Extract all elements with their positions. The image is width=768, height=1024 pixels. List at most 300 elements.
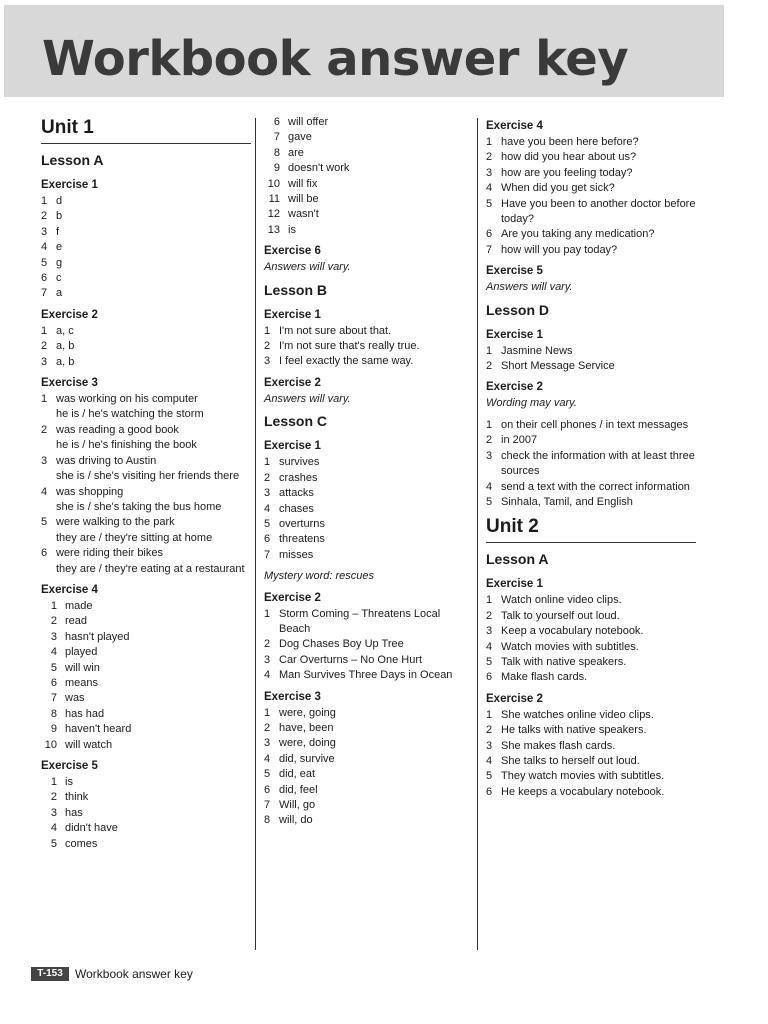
answer-list <box>486 344 696 375</box>
answer-line: did, survive <box>279 752 335 765</box>
answer-number: 5 <box>486 197 493 210</box>
exercise-heading: Exercise 5 <box>41 760 98 772</box>
answer-item <box>486 181 696 196</box>
exercise-heading: Exercise 5 <box>486 265 543 278</box>
answer-text <box>501 723 696 738</box>
answer-item <box>486 708 696 723</box>
page-title: Workbook answer key <box>42 31 629 87</box>
answer-text <box>279 721 470 736</box>
answer-item <box>41 821 251 836</box>
answer-number: 11 <box>268 193 280 206</box>
answer-text <box>501 495 696 510</box>
answer-line: a, b <box>56 355 75 368</box>
unit-heading: Unit 1 <box>41 117 251 144</box>
answer-line: Watch movies with subtitles. <box>501 640 639 653</box>
answer-item <box>41 225 251 240</box>
answer-item <box>486 593 696 608</box>
answer-text <box>279 339 470 354</box>
answer-text <box>279 752 470 767</box>
answer-item <box>264 798 470 813</box>
exercise-heading: Exercise 1 <box>41 179 98 191</box>
answer-item <box>41 676 251 691</box>
answer-number: 5 <box>41 516 48 529</box>
answer-line: she is / she's taking the bus home <box>56 500 222 513</box>
answer-number: 4 <box>50 646 57 659</box>
answer-text <box>501 449 696 480</box>
answer-text <box>279 668 470 683</box>
answer-item <box>486 655 696 670</box>
answer-item <box>41 790 251 805</box>
answer-number: 2 <box>41 423 48 436</box>
answer-line: wasn't <box>288 208 319 221</box>
exercise-block <box>486 264 696 295</box>
answer-item <box>41 661 251 676</box>
answer-number: 2 <box>50 615 57 628</box>
answer-item <box>41 271 251 286</box>
answer-line: g <box>56 256 63 269</box>
exercise-heading: Exercise 2 <box>486 692 543 705</box>
answer-text <box>279 517 470 532</box>
answer-item <box>41 691 251 706</box>
answer-text <box>279 471 470 486</box>
answer-item <box>41 630 251 645</box>
answer-list <box>264 324 470 370</box>
answer-text <box>65 676 251 691</box>
answer-number: 1 <box>264 456 271 469</box>
exercise-heading: Exercise 2 <box>264 376 321 389</box>
answer-text <box>279 783 470 798</box>
answer-line: made <box>65 599 93 612</box>
answer-text <box>501 418 696 433</box>
answer-line: in 2007 <box>501 434 538 447</box>
answer-item <box>264 502 470 517</box>
answer-line: Storm Coming – Threatens Local Beach <box>279 607 441 635</box>
answer-item <box>41 454 251 485</box>
answer-item <box>264 767 470 782</box>
answer-number: 7 <box>486 243 493 256</box>
answer-item <box>41 256 251 271</box>
answer-item <box>486 433 696 448</box>
exercise-note: Wording may vary. <box>486 397 577 410</box>
answer-number: 10 <box>267 177 280 190</box>
exercise-heading: Exercise 4 <box>486 120 543 132</box>
answer-text <box>65 599 251 614</box>
answer-number: 1 <box>486 594 493 607</box>
answer-column-3 <box>486 115 696 806</box>
lesson-heading: Lesson B <box>264 281 328 298</box>
answer-text <box>501 739 696 754</box>
answer-line: he is / he's finishing the book <box>56 439 197 452</box>
answer-text <box>56 194 251 209</box>
answer-text <box>279 354 470 369</box>
answer-line: He keeps a vocabulary notebook. <box>501 785 665 798</box>
answer-item <box>41 423 251 454</box>
answer-number: 1 <box>486 708 493 721</box>
answer-text <box>501 655 696 670</box>
answer-item <box>41 546 251 577</box>
answer-item <box>486 670 696 685</box>
answer-text <box>501 433 696 448</box>
answer-item <box>41 194 251 209</box>
answer-item <box>486 150 696 165</box>
answer-line: She watches online video clips. <box>501 708 654 721</box>
answer-column-1 <box>41 115 251 858</box>
answer-list <box>41 392 251 577</box>
answer-text <box>65 821 251 836</box>
answer-list <box>264 706 470 829</box>
answer-line: are <box>288 146 304 159</box>
answer-item <box>264 548 470 563</box>
answer-line: a <box>56 287 63 300</box>
answer-text <box>279 502 470 517</box>
answer-list <box>486 708 696 800</box>
answer-text <box>288 223 470 238</box>
answer-text <box>288 177 470 192</box>
answer-number: 9 <box>50 723 57 736</box>
answer-number: 1 <box>50 776 57 788</box>
answer-item <box>41 806 251 821</box>
answer-line: was reading a good book <box>56 423 179 436</box>
answer-number: 5 <box>264 768 271 781</box>
answer-item <box>264 207 470 222</box>
answer-item <box>486 640 696 655</box>
exercise-heading: Exercise 3 <box>264 690 321 703</box>
answer-list <box>264 115 470 238</box>
answer-line: Man Survives Three Days in Ocean <box>279 669 453 682</box>
answer-number: 4 <box>41 485 48 498</box>
answer-line: overturns <box>279 517 325 530</box>
answer-text <box>279 767 470 782</box>
answer-item <box>264 653 470 668</box>
answer-line: Jasmine News <box>501 344 573 357</box>
answer-line: Sinhala, Tamil, and English <box>501 495 633 508</box>
exercise-heading: Exercise 2 <box>41 308 98 321</box>
exercise-heading: Exercise 1 <box>486 328 543 341</box>
title-banner <box>4 5 724 97</box>
answer-text <box>65 738 251 753</box>
answer-number: 6 <box>264 533 271 546</box>
answer-line: f <box>56 225 60 238</box>
answer-line: has <box>65 806 83 819</box>
answer-line: Talk with native speakers. <box>501 655 627 668</box>
answer-line: Talk to yourself out loud. <box>501 609 620 622</box>
page-number-badge: T-153 <box>31 967 69 981</box>
answer-line: hasn't played <box>65 630 130 643</box>
answer-number: 3 <box>41 454 48 467</box>
answer-line: Car Overturns – No One Hurt <box>279 653 423 666</box>
answer-line: will win <box>65 661 100 674</box>
answer-text <box>288 130 470 145</box>
column-divider <box>477 118 478 950</box>
answer-number: 1 <box>486 344 493 357</box>
answer-line: how did you hear about us? <box>501 151 637 164</box>
answer-number: 5 <box>486 770 493 783</box>
answer-number: 8 <box>264 814 271 827</box>
answer-text <box>56 225 251 240</box>
answer-item <box>41 645 251 660</box>
answer-item <box>41 286 251 301</box>
answer-line: I'm not sure that's really true. <box>279 340 420 353</box>
answer-line: didn't have <box>65 822 118 835</box>
answer-item <box>264 752 470 767</box>
answer-line: they are / they're eating at a restaurant <box>56 562 245 575</box>
answer-text <box>288 192 470 207</box>
answer-number: 3 <box>264 737 271 750</box>
answer-text <box>56 286 251 301</box>
answer-number: 3 <box>264 653 271 666</box>
answer-column-2 <box>264 115 470 835</box>
lesson-heading: Lesson C <box>264 413 328 430</box>
answer-text <box>279 653 470 668</box>
answer-number: 5 <box>264 517 271 530</box>
answer-line: read <box>65 615 88 628</box>
answer-text <box>501 181 696 196</box>
answer-text <box>279 798 470 813</box>
answer-text <box>501 785 696 800</box>
answer-text <box>279 455 470 470</box>
answer-item <box>264 706 470 721</box>
answer-text <box>501 344 696 359</box>
answer-item <box>41 209 251 224</box>
answer-number: 1 <box>41 393 48 406</box>
answer-number: 3 <box>486 449 493 462</box>
answer-item <box>486 609 696 624</box>
exercise-block <box>486 380 696 510</box>
answer-item <box>486 243 696 258</box>
answer-item <box>41 240 251 255</box>
answer-number: 1 <box>50 599 57 612</box>
unit-heading: Unit 2 <box>486 516 696 543</box>
exercise-block <box>264 376 470 407</box>
answer-list <box>486 418 696 510</box>
answer-item <box>264 192 470 207</box>
answer-line: She makes flash cards. <box>501 739 616 752</box>
answer-line: has had <box>65 707 105 720</box>
answer-item <box>264 455 470 470</box>
answer-item <box>486 785 696 800</box>
answer-item <box>41 599 251 614</box>
answer-text <box>65 661 251 676</box>
answer-line: check the information with at least three sources <box>501 449 695 478</box>
exercise-block <box>41 178 251 302</box>
answer-item <box>264 471 470 486</box>
answer-text <box>501 754 696 769</box>
answer-text <box>279 736 470 751</box>
answer-line: they are / they're sitting at home <box>56 531 213 544</box>
exercise-note: Answers will vary. <box>264 392 351 405</box>
answer-item <box>486 754 696 769</box>
answer-line: Will, go <box>279 799 316 811</box>
answer-item <box>486 480 696 495</box>
answer-item <box>264 736 470 751</box>
answer-text <box>501 609 696 624</box>
answer-text <box>56 515 251 546</box>
answer-number: 6 <box>264 783 271 796</box>
answer-text <box>65 790 251 805</box>
answer-number: 3 <box>50 806 57 819</box>
answer-text <box>65 630 251 645</box>
answer-line: doesn't work <box>288 162 350 175</box>
answer-text <box>65 645 251 660</box>
answer-line: Have you been to another doctor before today? <box>501 197 696 226</box>
answer-text <box>288 161 470 176</box>
answer-line: Watch online video clips. <box>501 594 622 607</box>
answer-line: Are you taking any medication? <box>501 228 655 241</box>
exercise-heading: Exercise 2 <box>486 381 543 394</box>
answer-number: 3 <box>486 739 493 752</box>
answer-line: on their cell phones / in text messages <box>501 418 689 431</box>
answer-text <box>56 324 251 339</box>
answer-text <box>501 197 696 228</box>
answer-line: a, c <box>56 324 74 337</box>
answer-line: is <box>65 776 73 788</box>
answer-number: 2 <box>486 434 493 447</box>
answer-line: have you been here before? <box>501 136 639 148</box>
answer-list <box>486 135 696 258</box>
answer-item <box>264 223 470 238</box>
answer-number: 4 <box>486 480 493 493</box>
answer-line: was working on his computer <box>56 393 198 406</box>
exercise-heading: Exercise 3 <box>41 377 98 390</box>
answer-item <box>486 359 696 374</box>
answer-line: were riding their bikes <box>56 547 163 560</box>
answer-item <box>486 166 696 181</box>
answer-line: will, do <box>279 814 313 827</box>
answer-text <box>56 485 251 516</box>
answer-text <box>501 640 696 655</box>
answer-number: 2 <box>264 638 271 651</box>
footer-label: Workbook answer key <box>75 967 193 981</box>
answer-item <box>264 324 470 339</box>
answer-line: misses <box>279 548 314 561</box>
answer-text <box>279 548 470 563</box>
answer-number: 4 <box>264 669 271 682</box>
answer-item <box>264 115 470 130</box>
exercise-block <box>486 328 696 375</box>
answer-number: 2 <box>264 721 271 734</box>
answer-number: 7 <box>264 548 271 561</box>
answer-item <box>486 135 696 150</box>
answer-item <box>41 392 251 423</box>
exercise-block <box>264 308 470 370</box>
answer-item <box>486 449 696 480</box>
answer-line: were walking to the park <box>56 516 175 529</box>
answer-item <box>41 515 251 546</box>
answer-line: how are you feeling today? <box>501 166 633 179</box>
answer-item <box>41 722 251 737</box>
answer-number: 2 <box>486 609 493 622</box>
answer-item <box>41 775 251 790</box>
answer-text <box>279 532 470 547</box>
answer-number: 6 <box>50 676 57 689</box>
answer-text <box>501 359 696 374</box>
answer-number: 6 <box>41 547 48 560</box>
answer-text <box>56 209 251 224</box>
answer-number: 9 <box>273 162 280 175</box>
answer-item <box>264 783 470 798</box>
answer-item <box>41 485 251 516</box>
answer-number: 4 <box>264 752 271 765</box>
answer-line: When did you get sick? <box>501 182 615 195</box>
exercise-block <box>41 759 251 852</box>
answer-line: he is / he's watching the storm <box>56 408 204 421</box>
answer-line: threatens <box>279 533 325 546</box>
answer-line: Short Message Service <box>501 360 615 373</box>
answer-line: gave <box>288 131 312 144</box>
answer-line: They watch movies with subtitles. <box>501 770 665 783</box>
exercise-heading: Exercise 6 <box>264 245 321 258</box>
answer-text <box>65 775 251 790</box>
answer-item <box>486 495 696 510</box>
answer-text <box>501 243 696 258</box>
answer-item <box>41 614 251 629</box>
answer-line: She talks to herself out loud. <box>501 754 640 767</box>
answer-line: haven't heard <box>65 723 132 736</box>
answer-number: 13 <box>267 223 280 236</box>
answer-number: 6 <box>486 671 493 684</box>
answer-number: 7 <box>273 131 280 144</box>
answer-text <box>279 706 470 721</box>
answer-line: Make flash cards. <box>501 671 588 684</box>
answer-number: 3 <box>41 355 48 368</box>
answer-line: chases <box>279 502 314 515</box>
exercise-heading: Exercise 2 <box>264 591 321 604</box>
answer-line: will fix <box>288 177 318 190</box>
answer-text <box>288 207 470 222</box>
answer-list <box>486 593 696 685</box>
answer-item <box>264 130 470 145</box>
page-footer <box>31 967 193 981</box>
exercise-heading: Exercise 1 <box>486 578 543 591</box>
answer-list <box>41 775 251 852</box>
answer-list <box>41 599 251 753</box>
answer-number: 4 <box>41 241 48 254</box>
answer-line: have, been <box>279 721 334 734</box>
answer-line: means <box>65 676 99 689</box>
answer-number: 6 <box>273 116 280 128</box>
answer-number: 5 <box>486 495 493 508</box>
answer-list <box>264 455 470 563</box>
answer-text <box>501 135 696 150</box>
answer-number: 2 <box>264 471 271 484</box>
answer-number: 3 <box>264 487 271 500</box>
answer-number: 2 <box>486 724 493 737</box>
answer-line: will watch <box>65 738 113 751</box>
answer-text <box>56 546 251 577</box>
answer-line: will be <box>288 193 319 206</box>
answer-text <box>501 227 696 242</box>
exercise-block <box>486 577 696 685</box>
answer-item <box>264 607 470 638</box>
exercise-heading: Exercise 1 <box>264 308 321 321</box>
answer-number: 3 <box>486 166 493 179</box>
answer-list <box>41 194 251 302</box>
answer-line: He talks with native speakers. <box>501 724 647 737</box>
answer-text <box>65 614 251 629</box>
exercise-block <box>41 583 251 753</box>
answer-line: crashes <box>279 471 318 484</box>
answer-number: 7 <box>50 692 57 705</box>
answer-text <box>501 708 696 723</box>
answer-line: was shopping <box>56 485 124 498</box>
exercise-block <box>41 308 251 370</box>
answer-line: did, eat <box>279 768 316 781</box>
answer-number: 1 <box>486 418 493 431</box>
answer-line: d <box>56 195 63 207</box>
answer-text <box>56 392 251 423</box>
answer-line: will offer <box>288 116 329 128</box>
answer-number: 3 <box>486 625 493 638</box>
